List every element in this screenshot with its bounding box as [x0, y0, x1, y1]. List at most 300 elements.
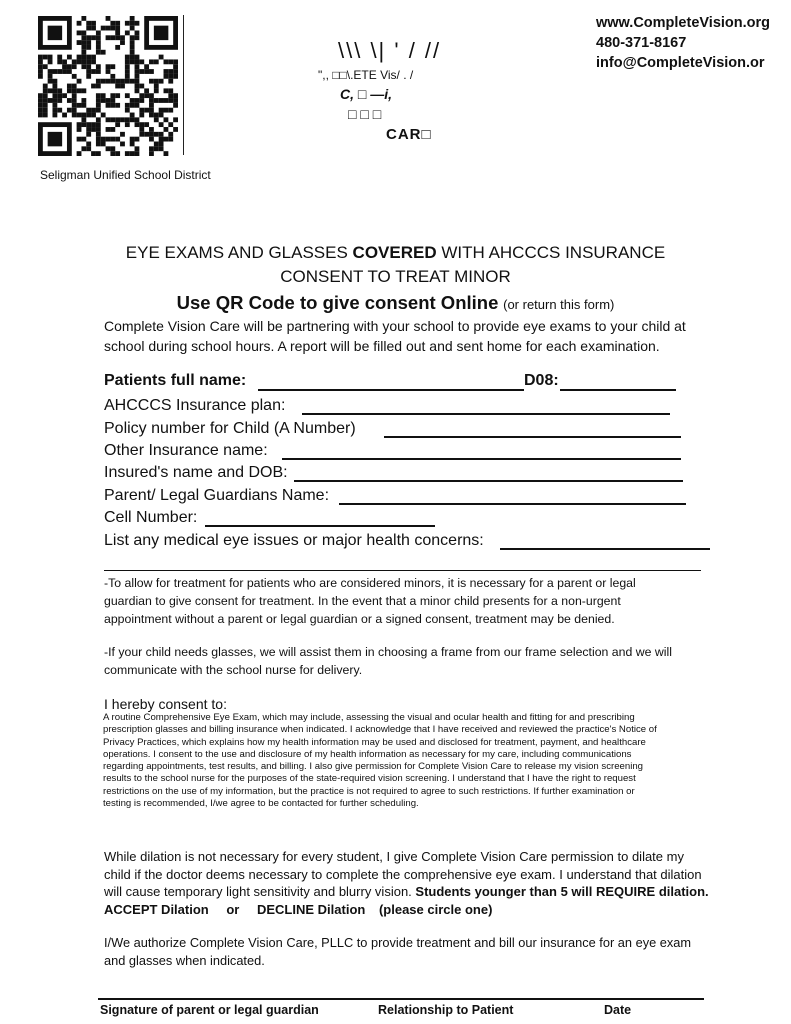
qr-module: [173, 103, 178, 108]
qr-module: [110, 127, 115, 132]
qr-module: [72, 88, 77, 93]
qr-module: [135, 64, 140, 69]
date-label: Date: [604, 1003, 632, 1017]
dilation-choice: [104, 901, 492, 919]
qr-module: [135, 55, 140, 60]
qr-module: [77, 59, 82, 64]
qr-module: [115, 137, 120, 142]
qr-module: [173, 127, 178, 132]
qr-module: [96, 108, 101, 113]
qr-module: [115, 103, 120, 108]
signature-label: Signature of parent or legal guardian: [100, 1003, 319, 1017]
qr-module: [96, 64, 101, 69]
qr-module: [86, 40, 91, 45]
medical-issues-field[interactable]: [500, 548, 710, 550]
qr-module: [139, 69, 144, 74]
qr-module: [91, 108, 96, 113]
qr-module: [38, 55, 43, 60]
qr-module: [72, 59, 77, 64]
qr-module: [115, 151, 120, 156]
other-insurance-label: Other Insurance name:: [104, 442, 268, 459]
qr-module: [96, 35, 101, 40]
qr-module: [159, 132, 164, 137]
dilation-text-part: will cause temporary light sensitivity and blurry vision.: [104, 884, 416, 899]
qr-module: [120, 84, 125, 89]
qr-module: [86, 108, 91, 113]
qr-module: [110, 98, 115, 103]
qr-module: [48, 69, 53, 74]
qr-module: [77, 88, 82, 93]
qr-code[interactable]: [38, 15, 178, 157]
patient-name-field[interactable]: [258, 389, 524, 391]
qr-module: [86, 35, 91, 40]
qr-module: [130, 40, 135, 45]
qr-module: [159, 122, 164, 127]
qr-module: [86, 69, 91, 74]
insured-name-field[interactable]: [294, 480, 683, 482]
consent-body: A routine Comprehensive Eye Exam, which may include, assessing the visual and ocular health and fitting for and prescribing prescription glasses and billing insurance when indicated. I acknowledge that I have received and reviewed the practice's Notice of Privacy Practices, which explains how my health information may be used and disclosed for treatment, payment, and healthcare operations. I consent to the use and disclosure of my health information as necessary for my care, including communications regarding appointments, test results, and billing. I also give permission for Complete Vision Care to release my vision screening results to the school nurse for the purposes of the state-required vision screening. I understand that I have the right to request restrictions on the use of my information, but the practice is not required to agree to such restrictions. If further examination or testing is recommended, I/we agree to be contacted for further scheduling.: [103, 712, 657, 810]
qr-module: [135, 146, 140, 151]
patient-name-label: Patients full name:: [104, 372, 247, 389]
qr-module: [81, 103, 86, 108]
qr-module: [81, 55, 86, 60]
qr-module: [38, 98, 43, 103]
qr-module: [130, 35, 135, 40]
qr-module: [154, 132, 159, 137]
qr-module: [62, 113, 67, 118]
qr-module: [168, 59, 173, 64]
qr-finder: [154, 26, 168, 40]
medical-issues-label: List any medical eye issues or major health concerns:: [104, 532, 484, 549]
qr-module: [130, 26, 135, 31]
qr-module: [130, 98, 135, 103]
qr-module: [77, 55, 82, 60]
qr-module: [115, 45, 120, 50]
qr-module: [96, 122, 101, 127]
qr-module: [135, 117, 140, 122]
accept-dilation-option[interactable]: ACCEPT Dilation: [104, 902, 209, 917]
qr-module: [48, 98, 53, 103]
qr-module: [43, 93, 48, 98]
qr-module: [125, 151, 130, 156]
guardian-name-label: Parent/ Legal Guardians Name:: [104, 487, 330, 504]
other-insurance-field[interactable]: [282, 458, 681, 460]
qr-module: [91, 113, 96, 118]
qr-module: [86, 45, 91, 50]
qr-module: [106, 137, 111, 142]
qr-module: [86, 122, 91, 127]
qr-module: [101, 142, 106, 147]
qr-module: [86, 26, 91, 31]
qr-module: [81, 16, 86, 21]
qr-module: [130, 151, 135, 156]
qr-module: [149, 79, 154, 84]
qr-module: [139, 84, 144, 89]
qr-module: [120, 35, 125, 40]
qr-module: [52, 88, 57, 93]
qr-module: [125, 69, 130, 74]
qr-module: [149, 108, 154, 113]
qr-module: [154, 142, 159, 147]
qr-module: [115, 117, 120, 122]
qr-module: [86, 142, 91, 147]
qr-module: [96, 151, 101, 156]
dob-field[interactable]: [560, 389, 676, 391]
qr-module: [125, 103, 130, 108]
qr-module: [139, 59, 144, 64]
complete-vision-logo: [318, 38, 478, 148]
qr-module: [72, 93, 77, 98]
qr-module: [96, 93, 101, 98]
qr-module: [43, 108, 48, 113]
qr-module: [96, 103, 101, 108]
qr-module: [106, 79, 111, 84]
qr-module: [77, 21, 82, 26]
qr-module: [91, 26, 96, 31]
relationship-label: Relationship to Patient: [378, 1003, 514, 1017]
qr-module: [57, 59, 62, 64]
qr-module: [110, 93, 115, 98]
qr-module: [130, 137, 135, 142]
qr-module: [139, 127, 144, 132]
qr-module: [154, 98, 159, 103]
qr-module: [81, 50, 86, 55]
phone-number: 480-371-8167: [596, 35, 687, 51]
qr-module: [96, 127, 101, 132]
qr-module: [110, 26, 115, 31]
qr-module: [149, 98, 154, 103]
qr-module: [130, 50, 135, 55]
qr-module: [43, 64, 48, 69]
qr-module: [72, 64, 77, 69]
qr-module: [96, 142, 101, 147]
qr-module: [154, 146, 159, 151]
qr-module: [164, 117, 169, 122]
qr-module: [115, 122, 120, 127]
qr-module: [86, 127, 91, 132]
qr-module: [67, 108, 72, 113]
qr-module: [43, 55, 48, 60]
qr-module: [154, 79, 159, 84]
authorization-text: I/We authorize Complete Vision Care, PLLC to provide treatment and bill our insurance for an eye exam: [104, 935, 692, 950]
qr-module: [91, 35, 96, 40]
qr-module: [96, 50, 101, 55]
contact-info: [596, 13, 770, 73]
qr-module: [77, 113, 82, 118]
qr-module: [67, 64, 72, 69]
qr-module: [38, 69, 43, 74]
qr-module: [168, 132, 173, 137]
qr-module: [159, 55, 164, 60]
qr-module: [164, 137, 169, 142]
qr-module: [81, 98, 86, 103]
qr-module: [135, 103, 140, 108]
qr-module: [43, 113, 48, 118]
intro-text: Complete Vision Care will be partnering with your school to provide eye exams to your child at: [104, 318, 686, 334]
decline-dilation-option[interactable]: DECLINE Dilation: [256, 902, 366, 917]
qr-module: [72, 103, 77, 108]
qr-module: [38, 103, 43, 108]
qr-module: [168, 88, 173, 93]
qr-module: [106, 146, 111, 151]
qr-module: [135, 35, 140, 40]
qr-module: [52, 69, 57, 74]
qr-module: [86, 55, 91, 60]
qr-module: [130, 103, 135, 108]
qr-module: [106, 35, 111, 40]
qr-module: [120, 79, 125, 84]
qr-module: [106, 103, 111, 108]
qr-module: [101, 79, 106, 84]
qr-module: [91, 151, 96, 156]
qr-module: [125, 93, 130, 98]
qr-module: [72, 113, 77, 118]
qr-module: [96, 45, 101, 50]
qr-module: [173, 69, 178, 74]
policy-number-label: Policy number for Child (A Number): [104, 420, 356, 437]
qr-module: [81, 113, 86, 118]
qr-module: [173, 74, 178, 79]
qr-module: [86, 21, 91, 26]
qr-module: [86, 64, 91, 69]
qr-module: [52, 93, 57, 98]
qr-module: [101, 26, 106, 31]
qr-module: [130, 45, 135, 50]
guardian-name-field[interactable]: [339, 503, 686, 505]
qr-module: [149, 59, 154, 64]
qr-module: [77, 40, 82, 45]
qr-module: [115, 35, 120, 40]
qr-module: [81, 64, 86, 69]
qr-module: [159, 79, 164, 84]
qr-module: [48, 59, 53, 64]
qr-module: [139, 98, 144, 103]
qr-module: [164, 74, 169, 79]
qr-module: [62, 59, 67, 64]
signature-line[interactable]: [98, 998, 704, 1000]
qr-module: [67, 88, 72, 93]
email-link[interactable]: info@CompleteVision.or: [596, 55, 765, 71]
qr-module: [130, 79, 135, 84]
qr-module: [106, 69, 111, 74]
qr-module: [125, 59, 130, 64]
qr-module: [159, 146, 164, 151]
qr-module: [135, 21, 140, 26]
qr-module: [77, 79, 82, 84]
qr-module: [125, 79, 130, 84]
qr-module: [81, 45, 86, 50]
qr-module: [52, 84, 57, 89]
cell-number-field[interactable]: [205, 525, 435, 527]
qr-module: [110, 74, 115, 79]
online-consent-heading: [0, 292, 791, 314]
glasses-notice: communicate with the school nurse for delivery.: [104, 663, 363, 677]
qr-module: [149, 132, 154, 137]
qr-module: [62, 93, 67, 98]
authorization-text: and glasses when indicated.: [104, 953, 265, 968]
qr-module: [57, 108, 62, 113]
qr-module: [164, 59, 169, 64]
qr-module: [96, 117, 101, 122]
qr-module: [159, 113, 164, 118]
qr-module: [139, 113, 144, 118]
glasses-notice: -If your child needs glasses, we will assist them in choosing a frame from our frame selection and we will: [104, 645, 672, 659]
qr-module: [81, 137, 86, 142]
qr-module: [125, 117, 130, 122]
qr-module: [57, 88, 62, 93]
qr-module: [96, 132, 101, 137]
qr-module: [110, 79, 115, 84]
qr-module: [72, 98, 77, 103]
qr-module: [67, 69, 72, 74]
qr-module: [159, 108, 164, 113]
qr-module: [38, 64, 43, 69]
qr-module: [115, 93, 120, 98]
qr-module: [154, 88, 159, 93]
qr-module: [125, 74, 130, 79]
qr-module: [144, 93, 149, 98]
qr-module: [81, 88, 86, 93]
qr-module: [120, 142, 125, 147]
qr-module: [62, 64, 67, 69]
qr-module: [168, 137, 173, 142]
qr-module: [144, 108, 149, 113]
qr-module: [139, 132, 144, 137]
qr-module: [91, 127, 96, 132]
intro-text: school during school hours. A report will be filled out and sent home for each examination.: [104, 338, 660, 354]
qr-module: [130, 55, 135, 60]
insured-name-label: Insured's name and DOB:: [104, 464, 288, 481]
qr-module: [168, 98, 173, 103]
qr-module: [86, 74, 91, 79]
qr-module: [168, 69, 173, 74]
qr-module: [52, 113, 57, 118]
qr-module: [91, 69, 96, 74]
qr-module: [38, 108, 43, 113]
qr-module: [52, 79, 57, 84]
qr-module: [168, 74, 173, 79]
qr-module: [154, 59, 159, 64]
qr-module: [125, 122, 130, 127]
qr-module: [101, 93, 106, 98]
qr-module: [81, 122, 86, 127]
qr-module: [101, 50, 106, 55]
qr-module: [101, 137, 106, 142]
return-note: (or return this form): [503, 297, 615, 312]
qr-module: [81, 35, 86, 40]
website-link[interactable]: www.CompleteVision.org: [596, 15, 771, 31]
circle-instruction: (please circle one): [378, 902, 493, 917]
qr-module: [130, 117, 135, 122]
qr-module: [173, 93, 178, 98]
qr-module: [67, 84, 72, 89]
qr-module: [149, 151, 154, 156]
qr-module: [130, 142, 135, 147]
qr-module: [125, 64, 130, 69]
qr-module: [81, 40, 86, 45]
ahcccs-plan-label: AHCCCS Insurance plan:: [104, 397, 286, 414]
logo-line: C, □ —i,: [340, 86, 393, 102]
qr-module: [125, 30, 130, 35]
minors-notice: appointment without a parent or legal guardian or a signed consent, treatment may be denied.: [104, 612, 615, 626]
qr-module: [106, 127, 111, 132]
qr-module: [164, 108, 169, 113]
qr-module: [135, 84, 140, 89]
logo-line: \\\ \| ' / //: [338, 38, 442, 63]
qr-module: [106, 26, 111, 31]
qr-module: [77, 103, 82, 108]
policy-number-field[interactable]: [384, 436, 681, 438]
page-subtitle: CONSENT TO TREAT MINOR: [280, 267, 511, 286]
title-bold: COVERED: [352, 243, 437, 262]
qr-module: [144, 64, 149, 69]
qr-module: [57, 98, 62, 103]
qr-module: [144, 122, 149, 127]
logo-line: CAR□: [386, 126, 432, 143]
dob-label: D08:: [524, 372, 559, 389]
qr-module: [81, 30, 86, 35]
qr-module: [149, 93, 154, 98]
qr-module: [168, 93, 173, 98]
qr-module: [106, 98, 111, 103]
qr-module: [139, 108, 144, 113]
qr-module: [106, 117, 111, 122]
qr-module: [115, 26, 120, 31]
qr-module: [120, 117, 125, 122]
qr-module: [168, 79, 173, 84]
divider: [183, 15, 184, 155]
title-text: WITH AHCCCS INSURANCE: [436, 243, 666, 262]
qr-module: [164, 151, 169, 156]
qr-module: [164, 69, 169, 74]
qr-module: [110, 35, 115, 40]
qr-module: [135, 122, 140, 127]
qr-module: [120, 40, 125, 45]
qr-module: [164, 88, 169, 93]
qr-module: [115, 30, 120, 35]
qr-module: [149, 113, 154, 118]
qr-module: [120, 132, 125, 137]
medical-issues-field-line2[interactable]: [104, 570, 701, 571]
qr-module: [110, 64, 115, 69]
qr-module: [101, 113, 106, 118]
qr-module: [72, 108, 77, 113]
qr-module: [159, 137, 164, 142]
dilation-text: [104, 883, 709, 901]
qr-module: [135, 74, 140, 79]
qr-module: [67, 98, 72, 103]
qr-module: [62, 69, 67, 74]
ahcccs-plan-field[interactable]: [302, 413, 670, 415]
qr-finder: [48, 26, 62, 40]
qr-module: [125, 21, 130, 26]
qr-module: [43, 88, 48, 93]
qr-module: [57, 69, 62, 74]
qr-module: [154, 113, 159, 118]
qr-module: [149, 146, 154, 151]
qr-module: [86, 146, 91, 151]
qr-module: [96, 84, 101, 89]
qr-instruction: Use QR Code to give consent Online: [176, 292, 499, 313]
qr-module: [149, 103, 154, 108]
minors-notice: -To allow for treatment for patients who are considered minors, it is necessary for a parent or legal: [104, 576, 636, 590]
qr-module: [154, 117, 159, 122]
qr-module: [57, 55, 62, 60]
qr-module: [43, 98, 48, 103]
qr-module: [173, 59, 178, 64]
qr-module: [81, 146, 86, 151]
qr-module: [86, 59, 91, 64]
